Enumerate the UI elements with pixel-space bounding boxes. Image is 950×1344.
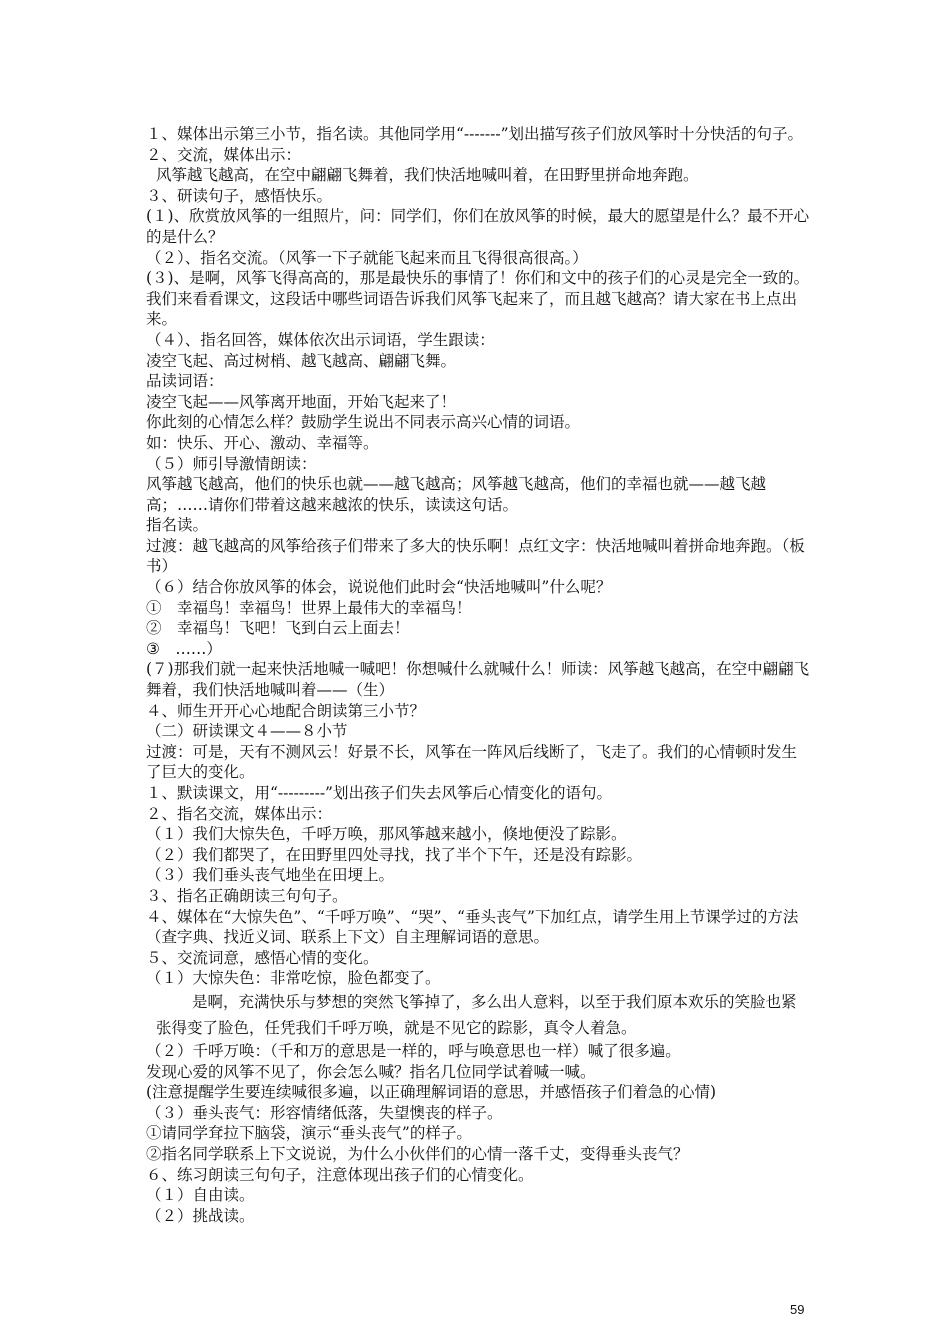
text-line: （２）、指名交流。（风筝一下子就能飞起来而且飞得很高很高。） <box>146 248 588 267</box>
text-line: （２）千呼万唤：（千和万的意思是一样的，呼与唤意思也一样）喊了很多遍。 <box>146 1041 681 1060</box>
text-line: 品读词语： <box>146 372 224 391</box>
text-line: ② 幸福鸟！飞吧！飞到白云上面去！ <box>146 619 410 638</box>
text-line: (７)那我们就一起来快活地喊一喊吧！你想喊什么就喊什么！师读：风筝越飞越高，在空中翩翩飞舞着，我们快活地喊叫着——（生） <box>146 660 810 700</box>
text-line: （４）、指名回答，媒体依次出示词语，学生跟读： <box>146 330 495 349</box>
text-line: （１）我们大惊失色，千呼万唤，那风筝越来越小，倏地便没了踪影。 <box>146 825 627 844</box>
text-line: ③ ……） <box>146 639 222 658</box>
text-line: (注意提醒学生要连续喊很多遍，以正确理解词语的意思，并感悟孩子们着急的心情) <box>146 1083 717 1102</box>
text-line: 你此刻的心情怎么样？鼓励学生说出不同表示高兴心情的词语。 <box>146 413 581 432</box>
text-line: (３)、是啊，风筝飞得高高的，那是最快乐的事情了！你们和文中的孩子们的心灵是完全一致的。我们来看看课文，这段话中哪些词语告诉我们风筝飞起来了，而且越飞越高？请大家在书上点出来。 <box>146 269 810 329</box>
text-line: （３）我们垂头丧气地坐在田埂上。 <box>146 866 395 885</box>
text-line: （２）我们都哭了，在田野里四处寻找，找了半个下午，还是没有踪影。 <box>146 845 643 864</box>
text-line: 是啊，充满快乐与梦想的突然飞筝掉了，多么出人意料，以至于我们原本欢乐的笑脸也紧张得变了脸色，任凭我们千呼万唤，就是不见它的踪影，真令人着急。 <box>156 992 797 1037</box>
text-line: ４、媒体在“大惊失色”、“千呼万唤”、“哭”、“垂头丧气”下加红点，请学生用上节课学过的方法（查字典、找近义词、联系上下文）自主理解词语的意思。 <box>146 907 799 947</box>
text-line: ４、师生开开心心地配合朗读第三小节？ <box>146 701 426 720</box>
document-body <box>146 124 810 1226</box>
text-line: ６、练习朗读三句句子，注意体现出孩子们的心情变化。 <box>146 1165 534 1184</box>
text-line: 风筝越飞越高，他们的快乐也就——越飞越高；风筝越飞越高，他们的幸福也就——越飞越高；……请你们带着这越来越浓的快乐，读读这句话。 <box>146 475 767 514</box>
text-line: 过渡：可是，天有不测风云！好景不长，风筝在一阵风后线断了，飞走了。我们的心情顿时发生了巨大的变化。 <box>146 742 798 782</box>
text-line: （３）垂头丧气：形容情绪低落，失望懊丧的样子。 <box>146 1103 503 1122</box>
text-line: １、默读课文，用“---------”划出孩子们失去风筝后心情变化的语句。 <box>146 784 612 802</box>
text-line: ②指名同学联系上下文说说，为什么小伙伴们的心情一落千丈，变得垂头丧气？ <box>146 1144 689 1163</box>
text-line: 过渡：越飞越高的风筝给孩子们带来了多大的快乐啊！点红文字：快活地喊叫着拼命地奔跑。（板书） <box>146 536 805 576</box>
text-line: ①请同学耷拉下脑袋，演示“垂头丧气”的样子。 <box>146 1124 472 1143</box>
text-line: 指名读。 <box>146 516 209 535</box>
text-line: ３、研读句子，感悟快乐。 <box>146 186 333 205</box>
text-line: ２、指名交流，媒体出示： <box>146 804 333 823</box>
text-line: 风筝越飞越高，在空中翩翩飞舞着，我们快活地喊叫着，在田野里拼命地奔跑。 <box>156 166 699 185</box>
text-line: 发现心爱的风筝不见了，你会怎么喊？指名几位同学试着喊一喊。 <box>146 1062 596 1081</box>
text-line: ３、指名正确朗读三句句子。 <box>146 886 348 905</box>
section-heading: （二）研读课文４——８小节 <box>146 722 348 741</box>
text-line: （５）师引导激情朗读： <box>146 454 317 473</box>
text-line: ① 幸福鸟！幸福鸟！世界上最伟大的幸福鸟！ <box>146 598 472 617</box>
text-line: 如：快乐、开心、激动、幸福等。 <box>146 433 379 452</box>
text-line: （２）挑战读。 <box>146 1206 255 1225</box>
text-line: １、媒体出示第三小节，指名读。其他同学用“-------”划出描写孩子们放风筝时十分快活的句子。 <box>146 125 804 143</box>
page-number: 59 <box>790 1302 805 1317</box>
text-line: （１）大惊失色：非常吃惊，脸色都变了。 <box>146 969 441 988</box>
text-line: （１）自由读。 <box>146 1186 255 1205</box>
text-line: ５、交流词意，感悟心情的变化。 <box>146 948 379 967</box>
text-line: 凌空飞起、高过树梢、越飞越高、翩翩飞舞。 <box>146 351 457 370</box>
text-line: (１)、欣赏放风筝的一组照片，问：同学们，你们在放风筝的时候，最大的愿望是什么？最不开心的是什么？ <box>146 207 810 246</box>
text-line: ２、交流，媒体出示： <box>146 145 302 164</box>
text-line: （６）结合你放风筝的体会，说说他们此时会“快活地喊叫”什么呢？ <box>146 578 612 597</box>
text-line: 凌空飞起——风筝离开地面，开始飞起来了！ <box>146 392 457 411</box>
